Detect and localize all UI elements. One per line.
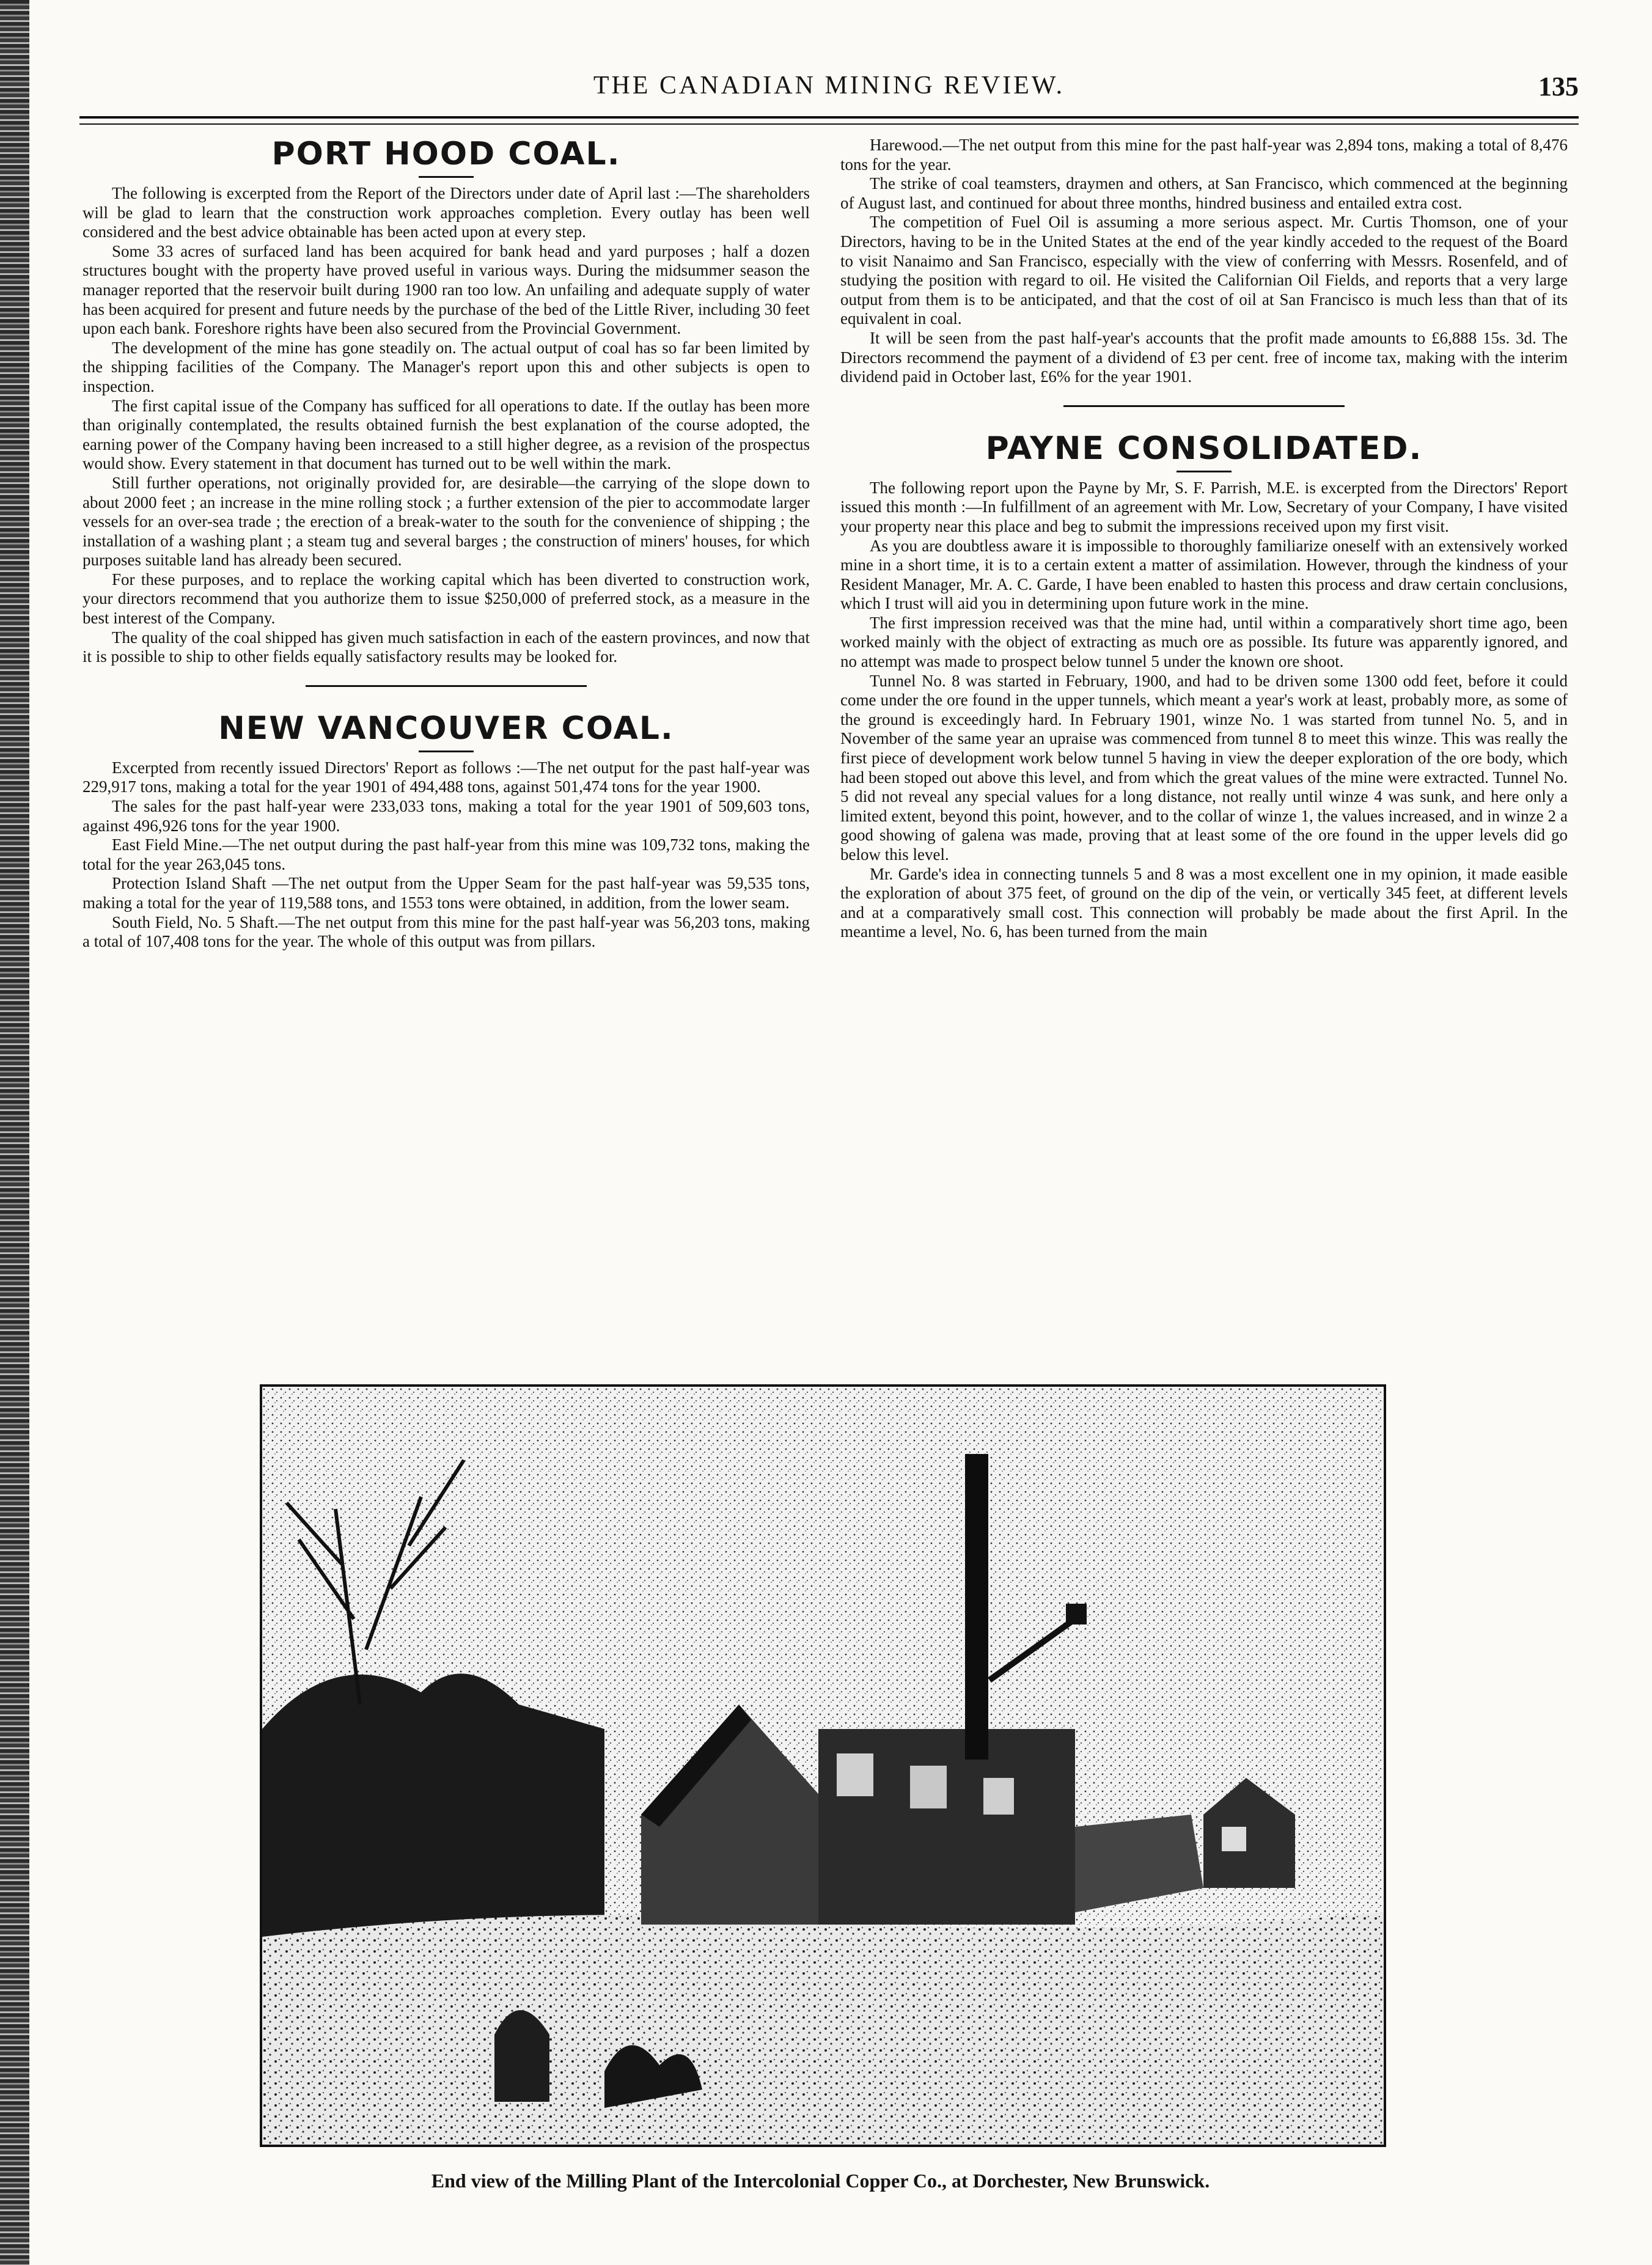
section-divider bbox=[1063, 405, 1345, 407]
article-title-new-vancouver: NEW VANCOUVER COAL. bbox=[218, 710, 674, 747]
photo-illustration bbox=[262, 1387, 1384, 2145]
paragraph: The competition of Fuel Oil is assuming a more serious aspect. Mr. Curtis Thomson, one of your Directors, having to be in the United States at the end of the year kindly acceded to the request of the Board to visit Nanaimo and San Francisco, especially with the view of conferring with Messrs. Rosenfeld, and of studying the position with regard to oil. He visited the Californian Oil Fields, and reports that a very large output from them is to be anticipated, and that the cost of oil at San Francisco is much less than that of its equivalent in coal. bbox=[840, 213, 1568, 328]
header-rule-thick bbox=[79, 116, 1579, 119]
paragraph: Still further operations, not originally provided for, are desirable—the carrying of the slope down to about 2000 feet ; an increase in the mine rolling stock ; a further extension of the pier to accommodate larger vessels for an over-sea trade ; the erection of a break-water to the south for the convenience of shipping ; the installation of a washing plant ; a steam tug and several barges ; the construction of miners' houses, for which purposes suitable land has already been secured. bbox=[83, 473, 810, 570]
header-rule-thin bbox=[79, 123, 1579, 125]
paragraph: Some 33 acres of surfaced land has been acquired for bank head and yard purposes ; half a dozen structures bought with the property have proved useful in various ways. During the midsummer season the manager reported that the reservoir built during 1900 ran too low. An unfailing and adequate supply of water has been acquired for present and future needs by the purchase of the bed of the Little River, including 30 feet upon each bank. Foreshore rights have been also secured from the Provincial Government. bbox=[83, 241, 810, 338]
paragraph: Mr. Garde's idea in connecting tunnels 5 and 8 was a most excellent one in my opinion, it made easible the exploration of about 375 feet, of ground on the dip of the vein, or vertically 345 feet, at different levels and at a comparatively small cost. This connection will probably be made about the first April. In the meantime a level, No. 6, has been turned from the main bbox=[840, 864, 1568, 941]
paragraph: Excerpted from recently issued Directors' Report as follows :—The net output for the past half-year was 229,917 tons, making a total for the year 1901 of 494,488 tons, against 501,474 tons for the year 1900. bbox=[83, 758, 810, 796]
paragraph: The development of the mine has gone steadily on. The actual output of coal has so far been limited by the shipping facilities of the Company. The Manager's report upon this and other subjects is open to inspection. bbox=[83, 338, 810, 395]
left-column bbox=[83, 136, 810, 1334]
paragraph: South Field, No. 5 Shaft.—The net output from this mine for the past half-year was 56,203 tons, making a total of 107,408 tons for the year. The whole of this output was from pillars. bbox=[83, 912, 810, 951]
paragraph: For these purposes, and to replace the working capital which has been diverted to construction work, your directors recommend that you authorize them to issue $250,000 of preferred stock, as a measure in the best interest of the Company. bbox=[83, 570, 810, 628]
paragraph: Tunnel No. 8 was started in February, 1900, and had to be driven some 1300 odd feet, before it could come under the ore found in the upper tunnels, which meant a year's work at least, probably more, as some of the ground is exceedingly hard. In February 1901, winze No. 1 was started from tunnel No. 5, and in November of the same year an upraise was commenced from tunnel 8 to meet this winze. This was really the first piece of development work below tunnel 5 having in view the deeper exploration of the ore body, which had been stoped out above this level, and from which the great values of the mine were extracted. Tunnel No. 5 did not reveal any special values for a long distance, not really until winze 4 was sunk, and here only a limited extent, beyond this point, however, and to the collar of winze 1, the values increased, and in winze 2 a good showing of galena was made, proving that at least some of the ore found in the upper levels did go below this level. bbox=[840, 671, 1568, 864]
figure-caption: End view of the Milling Plant of the Intercolonial Copper Co., at Dorchester, New Brunswick. bbox=[431, 2170, 1210, 2192]
binding-edge bbox=[0, 0, 29, 2265]
paragraph: Protection Island Shaft —The net output from the Upper Seam for the past half-year was 59,535 tons, making a total for the year of 119,588 tons, and 1553 tons were obtained, in addition, from the lower seam. bbox=[83, 874, 810, 912]
paragraph: As you are doubtless aware it is impossible to thoroughly familiarize oneself with an extensively worked mine in a short time, it is to a certain extent a matter of assimilation. However, through the kindness of your Resident Manager, Mr. A. C. Garde, I have been enabled to hasten this process and draw certain conclusions, which I trust will aid you in determining upon future work in the mine. bbox=[840, 536, 1568, 613]
paragraph: East Field Mine.—The net output during the past half-year from this mine was 109,732 tons, making the total for the year 263,045 tons. bbox=[83, 835, 810, 873]
title-rule bbox=[419, 751, 474, 752]
milling-plant-photo bbox=[260, 1384, 1386, 2147]
article-title-port-hood: PORT HOOD COAL. bbox=[271, 136, 621, 172]
paragraph: The sales for the past half-year were 233,033 tons, making a total for the year 1901 of 509,603 tons, against 496,926 tons for the year 1900. bbox=[83, 797, 810, 835]
article-title-payne: PAYNE CONSOLIDATED. bbox=[985, 430, 1423, 467]
running-head bbox=[79, 71, 1579, 108]
journal-title: THE CANADIAN MINING REVIEW. bbox=[593, 72, 1065, 100]
paragraph: The first capital issue of the Company has sufficed for all operations to date. If the outlay has been more than originally contemplated, the results obtained furnish the best explanation of the course adopted, the earning power of the Company having been increased to a still higher degree, as a revision of the prospectus would show. Every statement in that document has turned out to be well within the mark. bbox=[83, 396, 810, 473]
paragraph: The following report upon the Payne by Mr, S. F. Parrish, M.E. is excerpted from the Directors' Report issued this month :—In fulfillment of an agreement with Mr. Low, Secretary of your Company, I have visited your property near this place and beg to submit the impressions received upon my first visit. bbox=[840, 478, 1568, 535]
title-rule bbox=[1177, 471, 1232, 472]
paragraph: It will be seen from the past half-year's accounts that the profit made amounts to £6,888 15s. 3d. The Directors recommend the payment of a dividend of £3 per cent. free of income tax, making with the interim dividend paid in October last, £6% for the year 1901. bbox=[840, 328, 1568, 386]
page-number: 135 bbox=[1538, 72, 1579, 101]
title-rule bbox=[419, 176, 474, 178]
paragraph: The following is excerpted from the Report of the Directors under date of April last :—The shareholders will be glad to learn that the construction work approaches completion. Every outlay has been well considered and the best advice obtainable has been acted upon at every step. bbox=[83, 184, 810, 241]
paragraph: The quality of the coal shipped has given much satisfaction in each of the eastern provinces, and now that it is possible to ship to other fields equally satisfactory results may be looked for. bbox=[83, 628, 810, 666]
paragraph: The first impression received was that the mine had, until within a comparatively short time ago, been worked mainly with the object of extracting as much ore as possible. Its future was apparently ignored, and no attempt was made to prospect below tunnel 5 under the known ore shoot. bbox=[840, 613, 1568, 671]
section-divider bbox=[306, 685, 587, 687]
paragraph: Harewood.—The net output from this mine for the past half-year was 2,894 tons, making a total of 8,476 tons for the year. bbox=[840, 136, 1568, 174]
paragraph: The strike of coal teamsters, draymen and others, at San Francisco, which commenced at the beginning of August last, and continued for about three months, hindred business and entailed extra cost. bbox=[840, 174, 1568, 212]
right-column bbox=[840, 136, 1568, 1334]
